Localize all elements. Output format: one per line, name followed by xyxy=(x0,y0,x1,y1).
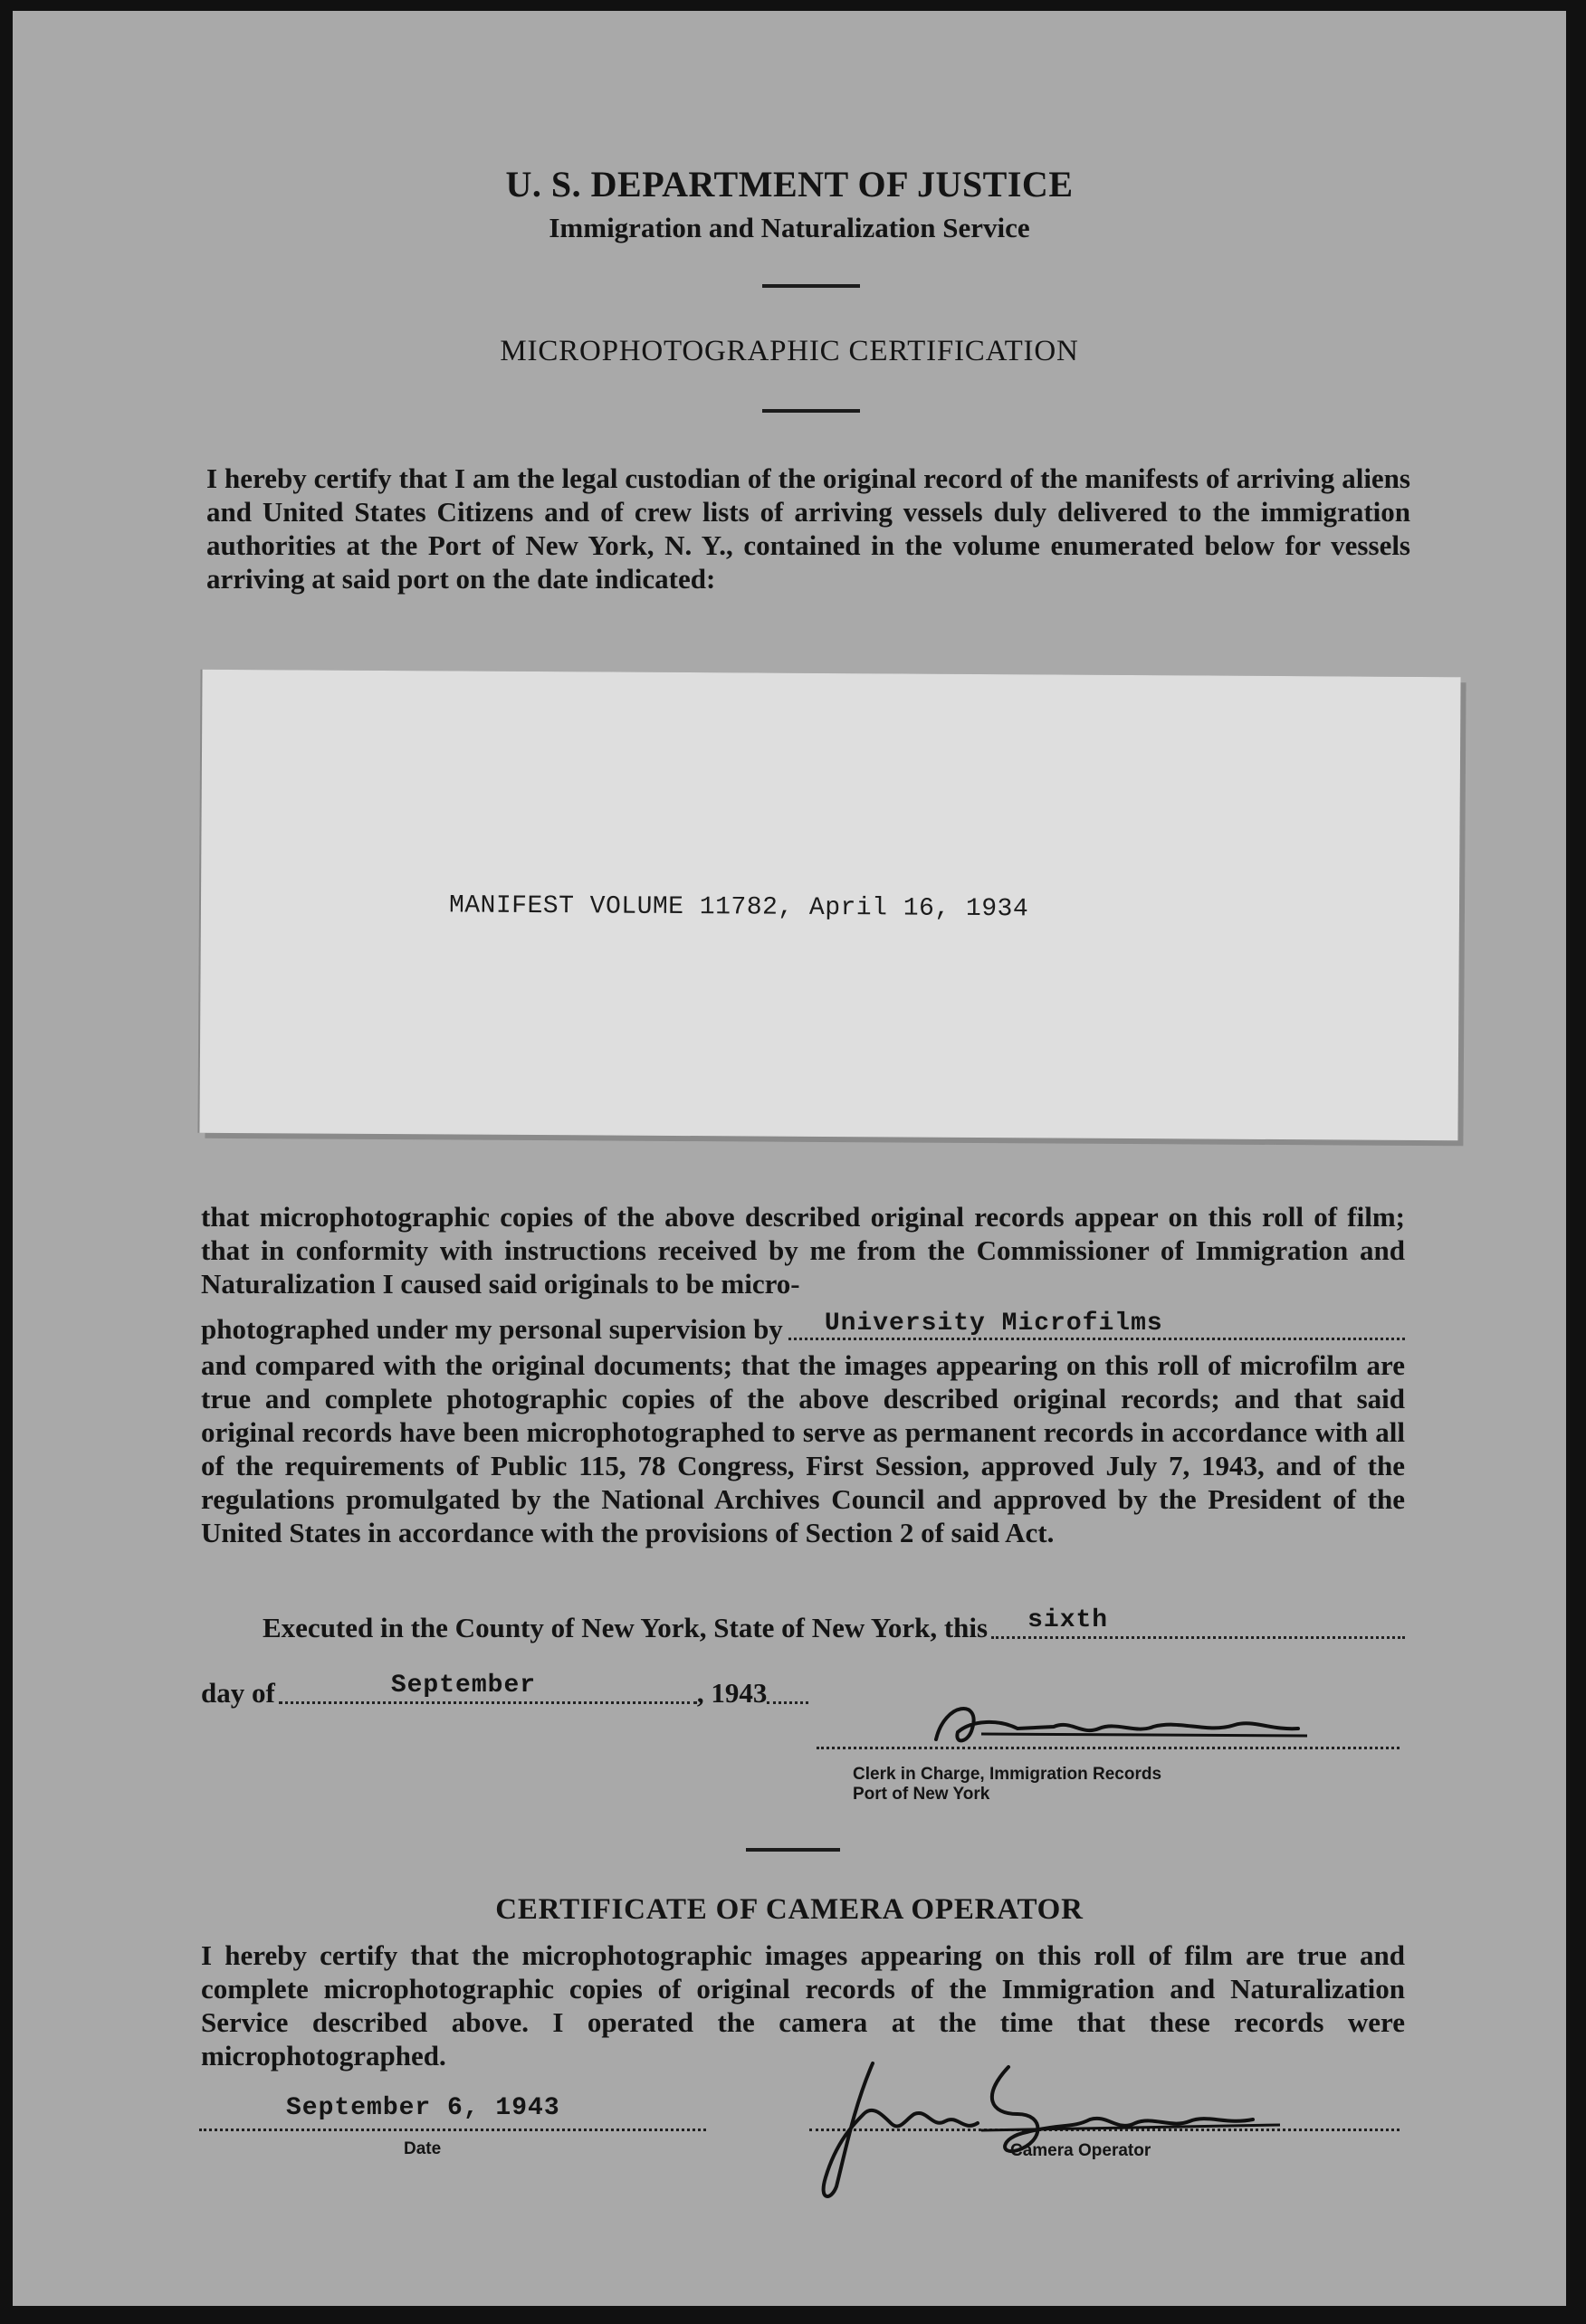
day-of-line xyxy=(201,1672,808,1710)
month-fill-line xyxy=(279,1672,697,1704)
month-value: September xyxy=(390,1672,537,1700)
day-of-label: day of xyxy=(201,1677,275,1709)
execution-line xyxy=(263,1606,1405,1644)
operator-date-value: September 6, 1943 xyxy=(286,2094,560,2122)
camera-operator-paragraph: I hereby certify that the microphotographic images appearing on this roll of film are true and complete microphotographic copies of original records of the Immigration and Naturalization Service described above. I operated the camera at the time that these records were microphotographed. xyxy=(201,1939,1405,2072)
photographer-fill-line xyxy=(788,1312,1405,1340)
divider xyxy=(762,409,860,413)
day-word: sixth xyxy=(1027,1606,1109,1634)
divider xyxy=(762,284,860,288)
date-line xyxy=(199,2129,706,2131)
clerk-caption xyxy=(853,1765,1161,1805)
manifest-label-card xyxy=(199,670,1460,1140)
camera-operator-label: Camera Operator xyxy=(1010,2141,1151,2160)
date-label: Date xyxy=(404,2139,442,2158)
service-subheading: Immigration and Naturalization Service xyxy=(549,212,1030,243)
year-value: , 1943 xyxy=(696,1677,768,1709)
clerk-caption-line2: Port of New York xyxy=(853,1785,990,1804)
clerk-caption-line1: Clerk in Charge, Immigration Records xyxy=(853,1765,1162,1784)
photographer-name: University Microfilms xyxy=(824,1310,1163,1338)
intro-paragraph: I hereby certify that I am the legal custodian of the original record of the manifests of arriving aliens and United States Citizens and of crew lists of arriving vessels duly delivered to the immigration authorities at the Port of New York, N. Y., contained in the volume enumerated below for vessels arriving at said port on the date indicated: xyxy=(206,462,1410,595)
camera-operator-title: CERTIFICATE OF CAMERA OPERATOR xyxy=(495,1893,1084,1926)
manifest-label: MANIFEST VOLUME 11782, April 16, 1934 xyxy=(448,891,1029,924)
certification-title: MICROPHOTOGRAPHIC CERTIFICATION xyxy=(500,335,1079,367)
day-fill-line xyxy=(991,1606,1405,1639)
photographer-line xyxy=(201,1312,1405,1346)
photographer-line-prefix: photographed under my personal supervision by xyxy=(201,1313,783,1345)
divider xyxy=(746,1848,840,1852)
clerk-signature xyxy=(918,1692,1316,1756)
body-paragraph-part1: that microphotographic copies of the above described original records appear on this roll of film; that in conformity with instructions received by me from the Commissioner of Immigration and Naturalization I caused said originals to be micro- xyxy=(201,1201,1405,1300)
body-paragraph-part3: and compared with the original documents; that the images appearing on this roll of microfilm are true and complete photographic copies of the above described original records; and that said original records have been microphotographed to serve as permanent records in accordance with all of the requirements of Public 115, 78 Congress, First Session, approved July 7, 1943, and of the regulations promulgated by the National Archives Council and approved by the President of the United States in accordance with the provisions of Section 2 of said Act. xyxy=(201,1349,1405,1548)
execution-line-prefix: Executed in the County of New York, State of New York, this xyxy=(263,1612,989,1643)
certificate-sheet xyxy=(13,11,1566,2306)
camera-operator-signature xyxy=(800,2042,1307,2205)
department-heading: U. S. DEPARTMENT OF JUSTICE xyxy=(505,164,1074,205)
year-fill-line xyxy=(767,1676,808,1704)
